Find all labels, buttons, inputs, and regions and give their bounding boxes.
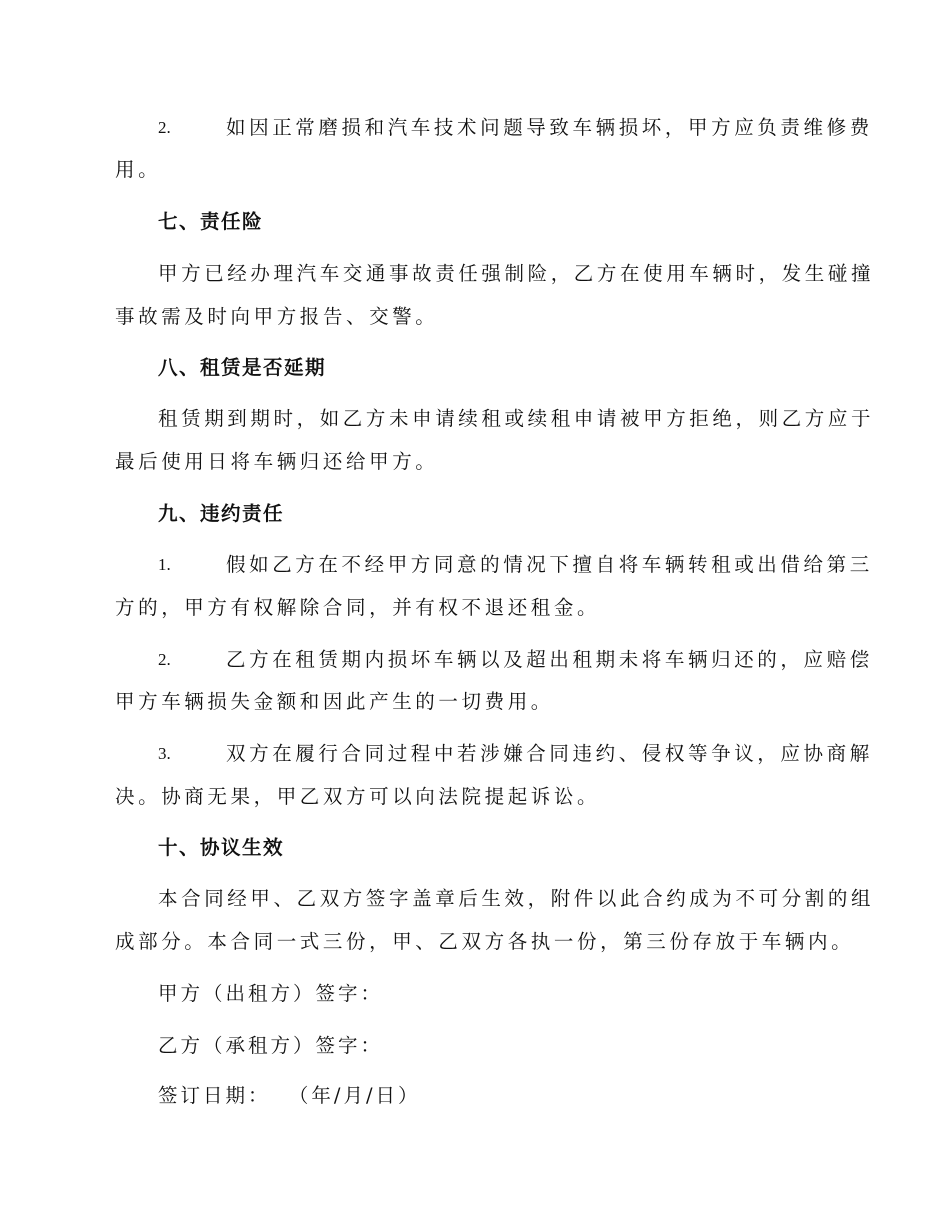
paragraph-line: 乙方在租赁期内损坏车辆以及超出租期未将车辆归还的，应赔偿	[226, 648, 873, 671]
section-heading: 七、责任险	[158, 210, 264, 233]
section-heading: 十、协议生效	[158, 836, 285, 859]
paragraph-line: 决。协商无果，甲乙双方可以向法院提起诉讼。	[115, 785, 601, 808]
section-heading: 九、违约责任	[158, 502, 285, 525]
signature-party-a: 甲方（出租方）签字：	[158, 982, 384, 1005]
signing-date: 签订日期： （年/月/日）	[158, 1084, 421, 1107]
paragraph-line: 双方在履行合同过程中若涉嫌合同违约、侵权等争议，应协商解	[226, 742, 873, 765]
paragraph-line: 本合同经甲、乙双方签字盖章后生效，附件以此合约成为不可分割的组	[158, 887, 875, 910]
paragraph-line: 方的，甲方有权解除合同，并有权不退还租金。	[115, 596, 601, 619]
paragraph-line: 用。	[115, 158, 162, 181]
list-number: 3.	[158, 744, 171, 763]
paragraph-line: 假如乙方在不经甲方同意的情况下擅自将车辆转租或出借给第三	[226, 553, 873, 576]
paragraph-line: 成部分。本合同一式三份，甲、乙双方各执一份，第三份存放于车辆内。	[115, 930, 855, 953]
paragraph-line: 最后使用日将车辆归还给甲方。	[115, 450, 439, 473]
paragraph-line: 甲方车辆损失金额和因此产生的一切费用。	[115, 690, 554, 713]
list-number: 1.	[158, 555, 171, 574]
paragraph-line: 事故需及时向甲方报告、交警。	[115, 305, 439, 328]
paragraph-line: 甲方已经办理汽车交通事故责任强制险，乙方在使用车辆时，发生碰撞	[158, 262, 875, 285]
paragraph-line: 如因正常磨损和汽车技术问题导致车辆损坏，甲方应负责维修费	[226, 116, 873, 139]
list-number: 2.	[158, 118, 171, 137]
list-number: 2.	[158, 650, 171, 669]
signature-party-b: 乙方（承租方）签字：	[158, 1034, 384, 1057]
section-heading: 八、租赁是否延期	[158, 356, 327, 379]
paragraph-line: 租赁期到期时，如乙方未申请续租或续租申请被甲方拒绝，则乙方应于	[158, 407, 875, 430]
